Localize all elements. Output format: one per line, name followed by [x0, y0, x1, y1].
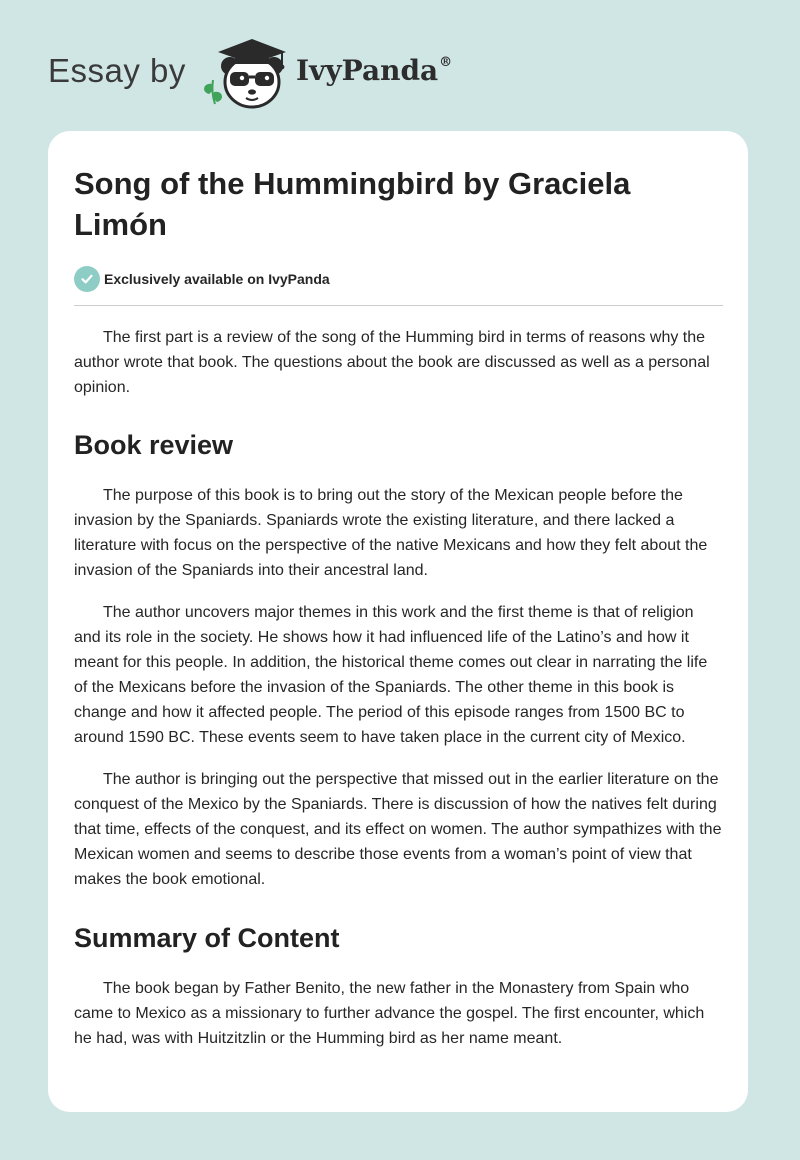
- essay-content: [74, 163, 724, 1051]
- summary-paragraph-1: The book began by Father Benito, the new father in the Monastery from Spain who came to Mexico as a missionary to further advance the gospel. The first encounter, which he had, was with Huitzitzlin or the Humming bird as her name meant.: [74, 980, 705, 1047]
- intro-paragraph: The first part is a review of the song of the Humming bird in terms of reasons why the author wrote that book. The questions about the book are discussed as well as a personal opinion.: [74, 329, 710, 396]
- book-review-paragraph-2: The author uncovers major themes in this work and the first theme is that of religion and its role in the society. He shows how it had influenced life of the Latino’s and how it meant for this people. In addition, the historical theme comes out clear in narrating the life of the Mexicans before the invasion of the Spaniards. The other theme in this book is change and how it affected people. The period of this episode ranges from 1500 BC to around 1590 BC. These events seem to have taken place in the current city of Mexico.: [74, 604, 708, 746]
- book-review-paragraph-1: The purpose of this book is to bring out the story of the Mexican people before the invasion by the Spaniards. Spaniards wrote the existing literature, and there lacked a literature with focus on the perspective of the native Mexicans and how they felt about the invasion of the Spaniards into their ancestral land.: [74, 487, 708, 579]
- section-heading-summary: Summary of Content: [74, 923, 340, 953]
- exclusive-badge: [74, 265, 724, 293]
- registered-mark: ®: [439, 54, 453, 70]
- book-review-paragraph-3: The author is bringing out the perspective that missed out in the earlier literature on the conquest of the Mexico by the Spaniards. There is discussion of how the natives felt during that time, effects of the conquest, and its effect on women. The author sympathizes with the Mexican women and seems to describe those events from a woman’s point of view that makes the book emotional.: [74, 771, 722, 888]
- check-icon: [74, 266, 100, 292]
- brand-name[interactable]: [296, 54, 452, 87]
- site-header: [0, 0, 800, 130]
- brand-name-text: IvyPanda: [296, 54, 439, 87]
- essay-title: Song of the Hummingbird by Graciela Limón: [74, 166, 631, 242]
- essay-by-label: Essay by: [48, 52, 186, 89]
- panda-graduate-logo-icon[interactable]: [196, 36, 296, 112]
- essay-card: [48, 131, 748, 1112]
- exclusive-label: Exclusively available on IvyPanda: [104, 271, 330, 287]
- section-heading-book-review: Book review: [74, 430, 234, 460]
- title-divider: [74, 305, 723, 306]
